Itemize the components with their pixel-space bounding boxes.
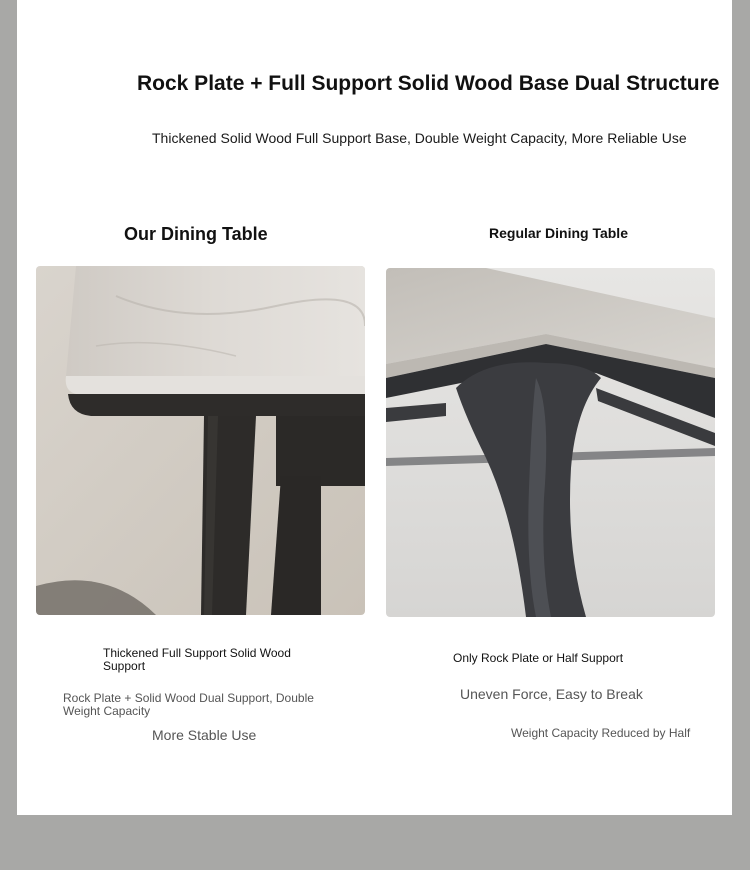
regular-drawback: Weight Capacity Reduced by Half [511, 726, 691, 740]
our-feature-detail: Rock Plate + Solid Wood Dual Support, Double Weight Capacity [63, 691, 314, 718]
regular-table-illustration [386, 268, 715, 617]
regular-table-photo [386, 268, 715, 617]
our-table-photo [36, 266, 365, 615]
regular-table-label: Regular Dining Table [489, 225, 628, 241]
regular-feature-title: Only Rock Plate or Half Support [453, 651, 624, 665]
page-subtitle: Thickened Solid Wood Full Support Base, Double Weight Capacity, More Reliable Use [152, 130, 687, 146]
regular-feature-detail: Uneven Force, Easy to Break [460, 686, 643, 702]
our-feature-title: Thickened Full Support Solid Wood Support [103, 646, 291, 673]
our-benefit: More Stable Use [152, 727, 257, 743]
our-table-label: Our Dining Table [124, 224, 268, 244]
content-card [17, 0, 732, 815]
page-title: Rock Plate + Full Support Solid Wood Base Dual Structure [137, 72, 720, 95]
our-table-illustration [36, 266, 365, 615]
